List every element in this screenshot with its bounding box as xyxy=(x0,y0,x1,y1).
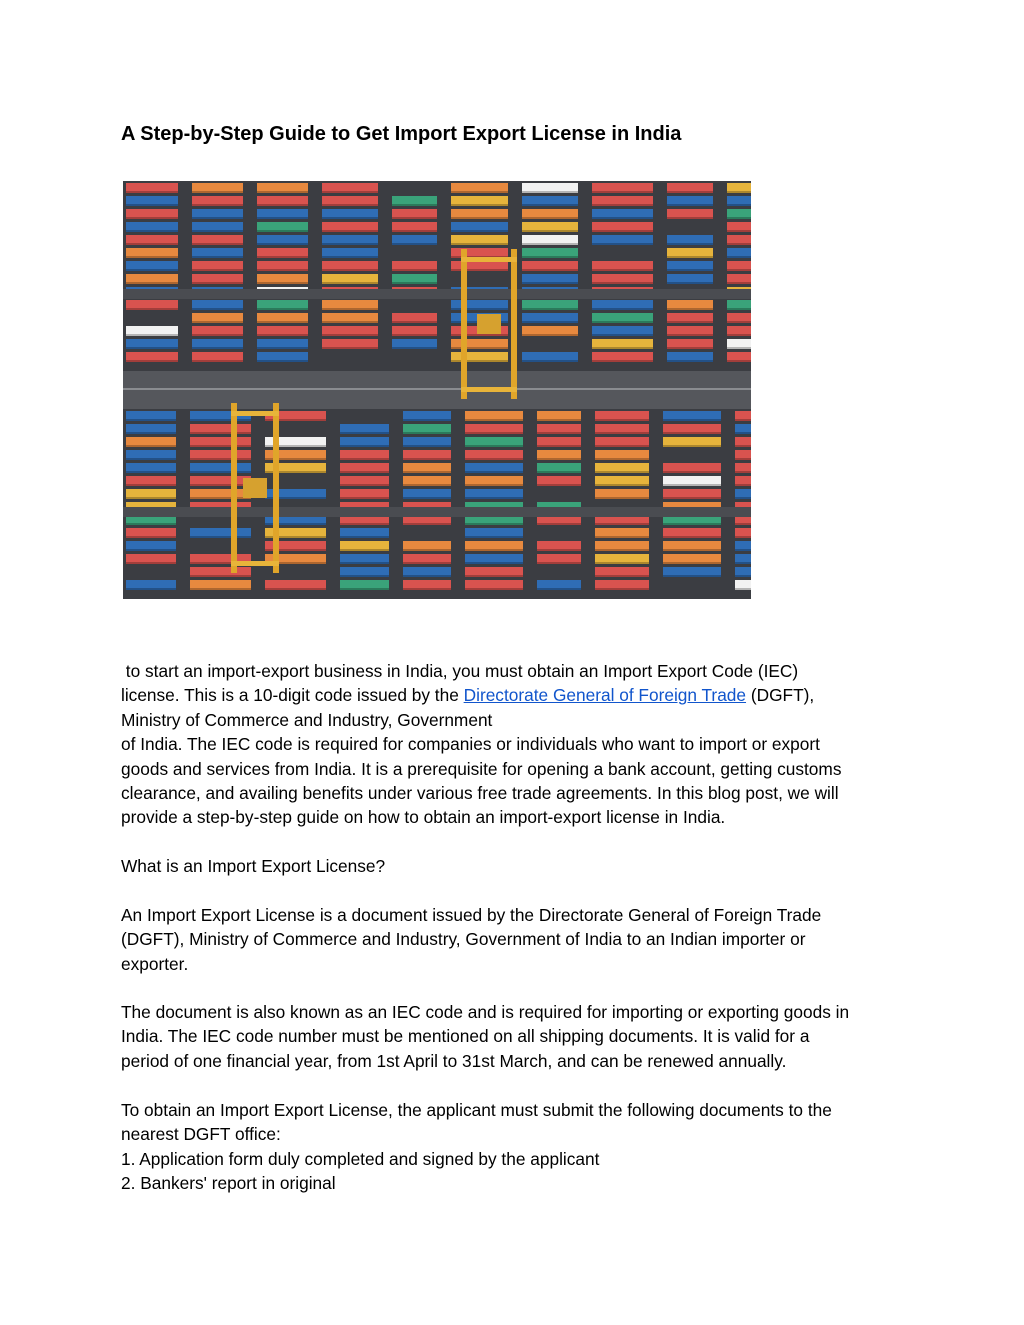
container-shadow xyxy=(663,562,721,564)
container-shadow xyxy=(595,497,649,499)
container-shadow xyxy=(727,217,751,219)
container-shadow xyxy=(192,334,243,336)
container-shadow xyxy=(192,230,243,232)
container-shadow xyxy=(126,445,176,447)
container-shadow xyxy=(595,419,649,421)
section-heading: What is an Import Export License? xyxy=(121,856,386,876)
container-shadow xyxy=(403,588,451,590)
container-shadow xyxy=(727,347,751,349)
container-shadow xyxy=(592,217,653,219)
container-shadow xyxy=(126,562,176,564)
container-shadow xyxy=(392,347,437,349)
container-shadow xyxy=(126,484,176,486)
paragraph-line: An Import Export License is a document issued by the Directorate General of Foreign Trade xyxy=(121,905,822,925)
container-shadow xyxy=(190,471,251,473)
container-shadow xyxy=(667,308,713,310)
container-shadow xyxy=(126,269,178,271)
container-shadow xyxy=(663,484,721,486)
list-item: 1. Application form duly completed and signed by the applicant xyxy=(121,1148,600,1169)
container-shadow xyxy=(192,321,243,323)
container-shadow xyxy=(190,458,251,460)
container-shadow xyxy=(663,549,721,551)
container-shadow xyxy=(663,523,721,525)
container-shadow xyxy=(451,191,508,193)
container-shadow xyxy=(663,445,721,447)
container-shadow xyxy=(667,347,713,349)
container-shadow xyxy=(735,484,751,486)
container-shadow xyxy=(522,217,578,219)
container-shadow xyxy=(322,308,378,310)
container-shadow xyxy=(727,334,751,336)
container-shadow xyxy=(265,588,326,590)
container-shadow xyxy=(322,217,378,219)
intro-line: of India. The IEC code is required for companies or individuals who want to import or export xyxy=(121,734,820,755)
container-shadow xyxy=(126,458,176,460)
container-shadow xyxy=(537,471,581,473)
container-shadow xyxy=(667,243,713,245)
container-shadow xyxy=(403,445,451,447)
container-shadow xyxy=(592,204,653,206)
container-shadow xyxy=(451,230,508,232)
container-shadow xyxy=(663,497,721,499)
container-shadow xyxy=(340,484,389,486)
container-shadow xyxy=(592,347,653,349)
container-shadow xyxy=(403,471,451,473)
container-shadow xyxy=(322,191,378,193)
container-shadow xyxy=(126,191,178,193)
container-shadow xyxy=(522,282,578,284)
container-shadow xyxy=(392,230,437,232)
container-shadow xyxy=(537,523,581,525)
container-shadow xyxy=(537,549,581,551)
container-shadow xyxy=(667,256,713,258)
paragraph-line: exporter. xyxy=(121,953,189,974)
container-shadow xyxy=(592,334,653,336)
container-shadow xyxy=(735,432,751,434)
container-shadow xyxy=(403,523,451,525)
container-shadow xyxy=(465,484,523,486)
container-shadow xyxy=(126,419,176,421)
container-shadow xyxy=(727,360,751,362)
container-shadow xyxy=(126,347,178,349)
container-shadow xyxy=(735,549,751,551)
crane-beam xyxy=(461,387,517,392)
container-shadow xyxy=(340,458,389,460)
container-shadow xyxy=(403,458,451,460)
crane-cab xyxy=(243,478,267,498)
crane-beam xyxy=(231,411,279,416)
intro-line: provide a step-by-step guide on how to obtain an import-export license in India. xyxy=(121,807,726,828)
road-line xyxy=(123,388,751,390)
container-shadow xyxy=(451,204,508,206)
container-shadow xyxy=(663,419,721,421)
container-shadow xyxy=(522,191,578,193)
container-shadow xyxy=(537,432,581,434)
container-shadow xyxy=(667,321,713,323)
list-item: 2. Bankers' report in original xyxy=(121,1173,336,1194)
paragraph-line: India. The IEC code number must be mentioned on all shipping documents. It is valid for a xyxy=(121,1026,810,1047)
page-title: A Step-by-Step Guide to Get Import Export License in India xyxy=(121,123,682,145)
intro-paragraph xyxy=(121,659,921,830)
container-shadow xyxy=(257,321,308,323)
paragraph-line: period of one financial year, from 1st April to 31st March, and can be renewed annually. xyxy=(121,1050,787,1071)
container-shadow xyxy=(257,347,308,349)
container-shadow xyxy=(192,217,243,219)
container-shadow xyxy=(663,471,721,473)
container-shadow xyxy=(322,347,378,349)
intro-line: Ministry of Commerce and Industry, Government xyxy=(121,709,493,730)
intro-line: to start an import-export business in India, you must obtain an Import Export Code (IEC) xyxy=(121,661,799,681)
container-shadow xyxy=(403,562,451,564)
container-shadow xyxy=(595,549,649,551)
container-shadow xyxy=(735,458,751,460)
container-shadow xyxy=(727,269,751,271)
paragraph-line: The document is also known as an IEC code and is required for importing or exporting goods in xyxy=(121,1002,850,1022)
paragraph-line: (DGFT), Ministry of Commerce and Industry, Government of India to an Indian importer or xyxy=(121,929,806,950)
container-shadow xyxy=(663,536,721,538)
container-shadow xyxy=(451,243,508,245)
container-shadow xyxy=(735,562,751,564)
container-shadow xyxy=(465,523,523,525)
container-shadow xyxy=(595,445,649,447)
crane-leg xyxy=(461,249,467,399)
container-shadow xyxy=(727,308,751,310)
iec-paragraph xyxy=(121,1000,921,1073)
container-shadow xyxy=(537,484,581,486)
container-shadow xyxy=(727,282,751,284)
container-shadow xyxy=(663,432,721,434)
container-shadow xyxy=(667,269,713,271)
container-shadow xyxy=(340,471,389,473)
container-shadow xyxy=(727,256,751,258)
container-shadow xyxy=(126,432,176,434)
container-shadow xyxy=(257,243,308,245)
container-shadow xyxy=(340,523,389,525)
container-shadow xyxy=(190,497,251,499)
container-shadow xyxy=(257,308,308,310)
crane-beam xyxy=(461,257,517,262)
container-shadow xyxy=(126,204,178,206)
container-shadow xyxy=(592,360,653,362)
definition-paragraph xyxy=(121,903,921,976)
container-shadow xyxy=(192,269,243,271)
intro-text: license. This is a 10-digit code issued by the xyxy=(121,685,464,706)
container-shadow xyxy=(126,588,176,590)
container-shadow xyxy=(340,445,389,447)
intro-line: clearance, and availing benefits under various free trade agreements. In this blog post, we will xyxy=(121,783,839,804)
crane-beam xyxy=(231,561,279,566)
container-shadow xyxy=(126,282,178,284)
container-shadow xyxy=(727,191,751,193)
container-shadow xyxy=(522,230,578,232)
container-shadow xyxy=(190,445,251,447)
container-shadow xyxy=(190,419,251,421)
container-shadow xyxy=(522,321,578,323)
container-shadow xyxy=(403,484,451,486)
container-shadow xyxy=(322,282,378,284)
container-shadow xyxy=(192,347,243,349)
paragraph-line: nearest DGFT office: xyxy=(121,1124,281,1145)
container-shadow xyxy=(190,536,251,538)
container-shadow xyxy=(595,484,649,486)
container-shadow xyxy=(667,217,713,219)
container-shadow xyxy=(257,256,308,258)
container-shadow xyxy=(126,334,178,336)
container-shadow xyxy=(451,347,508,349)
container-port-icon xyxy=(123,181,751,599)
container-shadow xyxy=(522,204,578,206)
container-shadow xyxy=(340,588,389,590)
container-shadow xyxy=(465,562,523,564)
container-shadow xyxy=(126,230,178,232)
container-shadow xyxy=(592,308,653,310)
container-shadow xyxy=(595,588,649,590)
container-shadow xyxy=(735,445,751,447)
container-shadow xyxy=(735,588,751,590)
container-shadow xyxy=(595,523,649,525)
container-shadow xyxy=(451,217,508,219)
container-shadow xyxy=(257,204,308,206)
crane-leg xyxy=(231,403,237,573)
container-shadow xyxy=(667,282,713,284)
container-shadow xyxy=(522,360,578,362)
container-shadow xyxy=(192,243,243,245)
container-shadow xyxy=(595,562,649,564)
container-shadow xyxy=(537,419,581,421)
container-shadow xyxy=(192,308,243,310)
container-shadow xyxy=(340,562,389,564)
container-shadow xyxy=(192,360,243,362)
container-shadow xyxy=(392,243,437,245)
container-shadow xyxy=(465,471,523,473)
container-shadow xyxy=(126,471,176,473)
container-shadow xyxy=(667,360,713,362)
container-shadow xyxy=(190,432,251,434)
container-shadow xyxy=(735,523,751,525)
container-shadow xyxy=(735,419,751,421)
container-shadow xyxy=(595,432,649,434)
container-shadow xyxy=(126,256,178,258)
container-shadow xyxy=(465,588,523,590)
container-shadow xyxy=(257,282,308,284)
container-shadow xyxy=(667,191,713,193)
container-shadow xyxy=(340,575,389,577)
container-shadow xyxy=(192,191,243,193)
container-shadow xyxy=(537,588,581,590)
aisle xyxy=(123,507,751,517)
hero-image xyxy=(123,181,751,599)
container-shadow xyxy=(451,360,508,362)
container-shadow xyxy=(340,432,389,434)
container-shadow xyxy=(126,360,178,362)
container-shadow xyxy=(465,575,523,577)
container-shadow xyxy=(257,191,308,193)
container-shadow xyxy=(126,217,178,219)
container-shadow xyxy=(465,445,523,447)
container-shadow xyxy=(522,243,578,245)
container-shadow xyxy=(465,536,523,538)
container-shadow xyxy=(663,575,721,577)
container-shadow xyxy=(465,432,523,434)
container-shadow xyxy=(126,497,176,499)
container-shadow xyxy=(257,334,308,336)
container-shadow xyxy=(392,282,437,284)
container-shadow xyxy=(465,458,523,460)
documents-paragraph xyxy=(121,1098,921,1196)
container-shadow xyxy=(595,471,649,473)
container-shadow xyxy=(465,549,523,551)
container-shadow xyxy=(403,575,451,577)
crane-leg xyxy=(273,403,279,573)
intro-text: (DGFT), xyxy=(746,685,815,706)
container-shadow xyxy=(126,308,178,310)
container-shadow xyxy=(403,419,451,421)
container-shadow xyxy=(257,217,308,219)
container-shadow xyxy=(322,321,378,323)
container-shadow xyxy=(592,282,653,284)
container-shadow xyxy=(392,204,437,206)
container-shadow xyxy=(340,497,389,499)
container-shadow xyxy=(727,204,751,206)
container-shadow xyxy=(322,230,378,232)
container-shadow xyxy=(735,536,751,538)
crane-leg xyxy=(511,249,517,399)
container-shadow xyxy=(190,484,251,486)
container-shadow xyxy=(192,204,243,206)
container-shadow xyxy=(322,204,378,206)
container-shadow xyxy=(451,334,508,336)
container-shadow xyxy=(322,243,378,245)
container-shadow xyxy=(126,243,178,245)
container-shadow xyxy=(522,256,578,258)
paragraph-line: To obtain an Import Export License, the applicant must submit the following documents to the xyxy=(121,1100,832,1120)
container-shadow xyxy=(322,256,378,258)
container-shadow xyxy=(190,588,251,590)
container-shadow xyxy=(522,334,578,336)
intro-line-with-link xyxy=(121,683,921,707)
container-shadow xyxy=(667,204,713,206)
container-shadow xyxy=(595,458,649,460)
container-shadow xyxy=(537,562,581,564)
container-shadow xyxy=(340,549,389,551)
container-shadow xyxy=(667,334,713,336)
container-shadow xyxy=(522,269,578,271)
container-shadow xyxy=(465,419,523,421)
container-shadow xyxy=(592,191,653,193)
intro-line: goods and services from India. It is a prerequisite for opening a bank account, getting customs xyxy=(121,758,842,779)
container-shadow xyxy=(727,230,751,232)
container-shadow xyxy=(126,536,176,538)
container-shadow xyxy=(592,321,653,323)
container-shadow xyxy=(595,536,649,538)
container-shadow xyxy=(735,575,751,577)
container-shadow xyxy=(451,269,508,271)
container-shadow xyxy=(126,523,176,525)
container-shadow xyxy=(392,321,437,323)
container-shadow xyxy=(126,549,176,551)
aisle xyxy=(123,289,751,299)
container-shadow xyxy=(340,536,389,538)
container-shadow xyxy=(451,308,508,310)
container-shadow xyxy=(322,269,378,271)
container-shadow xyxy=(735,497,751,499)
container-shadow xyxy=(537,445,581,447)
container-shadow xyxy=(727,243,751,245)
container-shadow xyxy=(192,256,243,258)
container-shadow xyxy=(522,308,578,310)
container-shadow xyxy=(322,334,378,336)
container-shadow xyxy=(257,360,308,362)
container-shadow xyxy=(595,575,649,577)
container-shadow xyxy=(257,269,308,271)
container-shadow xyxy=(592,243,653,245)
container-shadow xyxy=(192,282,243,284)
container-shadow xyxy=(537,458,581,460)
dgft-link[interactable]: Directorate General of Foreign Trade xyxy=(463,685,747,706)
container-shadow xyxy=(392,217,437,219)
container-shadow xyxy=(403,549,451,551)
container-shadow xyxy=(592,269,653,271)
container-shadow xyxy=(735,471,751,473)
container-shadow xyxy=(257,230,308,232)
container-shadow xyxy=(403,497,451,499)
container-shadow xyxy=(190,575,251,577)
container-shadow xyxy=(465,497,523,499)
container-shadow xyxy=(592,230,653,232)
container-shadow xyxy=(392,269,437,271)
crane-cab xyxy=(477,314,501,334)
container-shadow xyxy=(392,334,437,336)
container-shadow xyxy=(727,321,751,323)
container-shadow xyxy=(403,432,451,434)
